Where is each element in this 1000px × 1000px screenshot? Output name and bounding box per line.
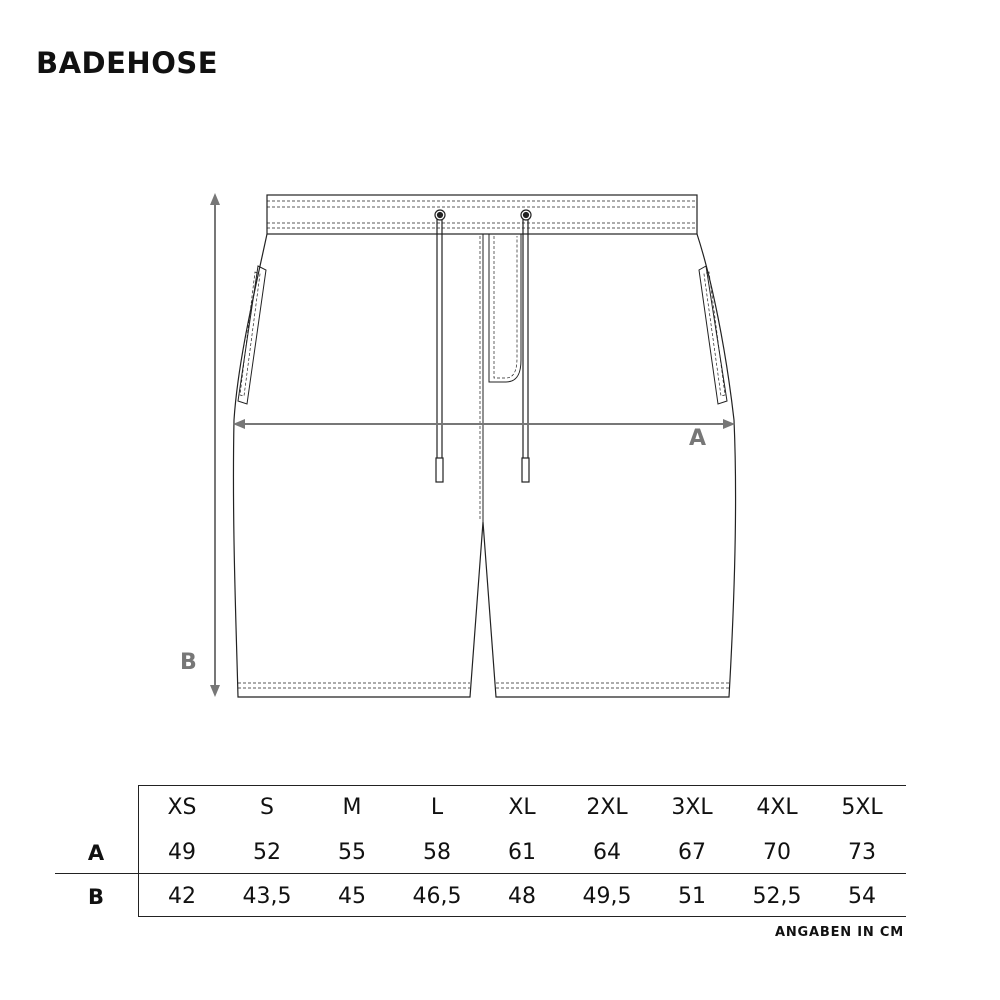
table-left-border (138, 785, 139, 916)
table-cell: 43,5 (242, 884, 292, 909)
table-bottom-border (138, 916, 906, 917)
table-cell: 42 (168, 884, 196, 909)
dimension-b-label: B (180, 650, 197, 675)
table-cell: 55 (338, 840, 366, 865)
table-cell: 64 (593, 840, 621, 865)
table-cell: 52 (253, 840, 281, 865)
shorts-outline (233, 195, 735, 697)
table-cell: 73 (848, 840, 876, 865)
table-cell: 70 (763, 840, 791, 865)
table-cell: 45 (338, 884, 366, 909)
row-label: B (87, 885, 104, 909)
table-cell: 67 (678, 840, 706, 865)
size-header: 3XL (671, 795, 713, 820)
unit-note: ANGABEN IN CM (775, 925, 904, 940)
dimension-a-label: A (689, 426, 707, 451)
row-label: A (87, 841, 105, 865)
table-cell: 46,5 (412, 884, 462, 909)
table-row-divider (55, 873, 906, 874)
size-header: XL (508, 795, 536, 820)
size-header: XS (167, 795, 197, 820)
size-header: M (342, 795, 362, 820)
right-pocket (699, 266, 727, 404)
table-cell: 58 (423, 840, 451, 865)
table-cell: 54 (848, 884, 876, 909)
table-top-border (138, 785, 906, 786)
table-cell: 49 (168, 840, 196, 865)
size-header: 5XL (841, 795, 883, 820)
table-cell: 49,5 (582, 884, 632, 909)
size-header: S (260, 795, 274, 820)
size-header: L (430, 795, 444, 820)
dimension-a-arrow (233, 419, 735, 429)
table-cell: 61 (508, 840, 536, 865)
table-cell: 51 (678, 884, 706, 909)
dimension-b-arrow (210, 193, 220, 697)
size-table (0, 770, 1000, 990)
table-cell: 48 (508, 884, 536, 909)
size-header: 4XL (756, 795, 798, 820)
table-cell: 52,5 (752, 884, 802, 909)
size-header: 2XL (586, 795, 628, 820)
shorts-body (233, 234, 735, 697)
page-title: BADEHOSE (36, 46, 219, 80)
